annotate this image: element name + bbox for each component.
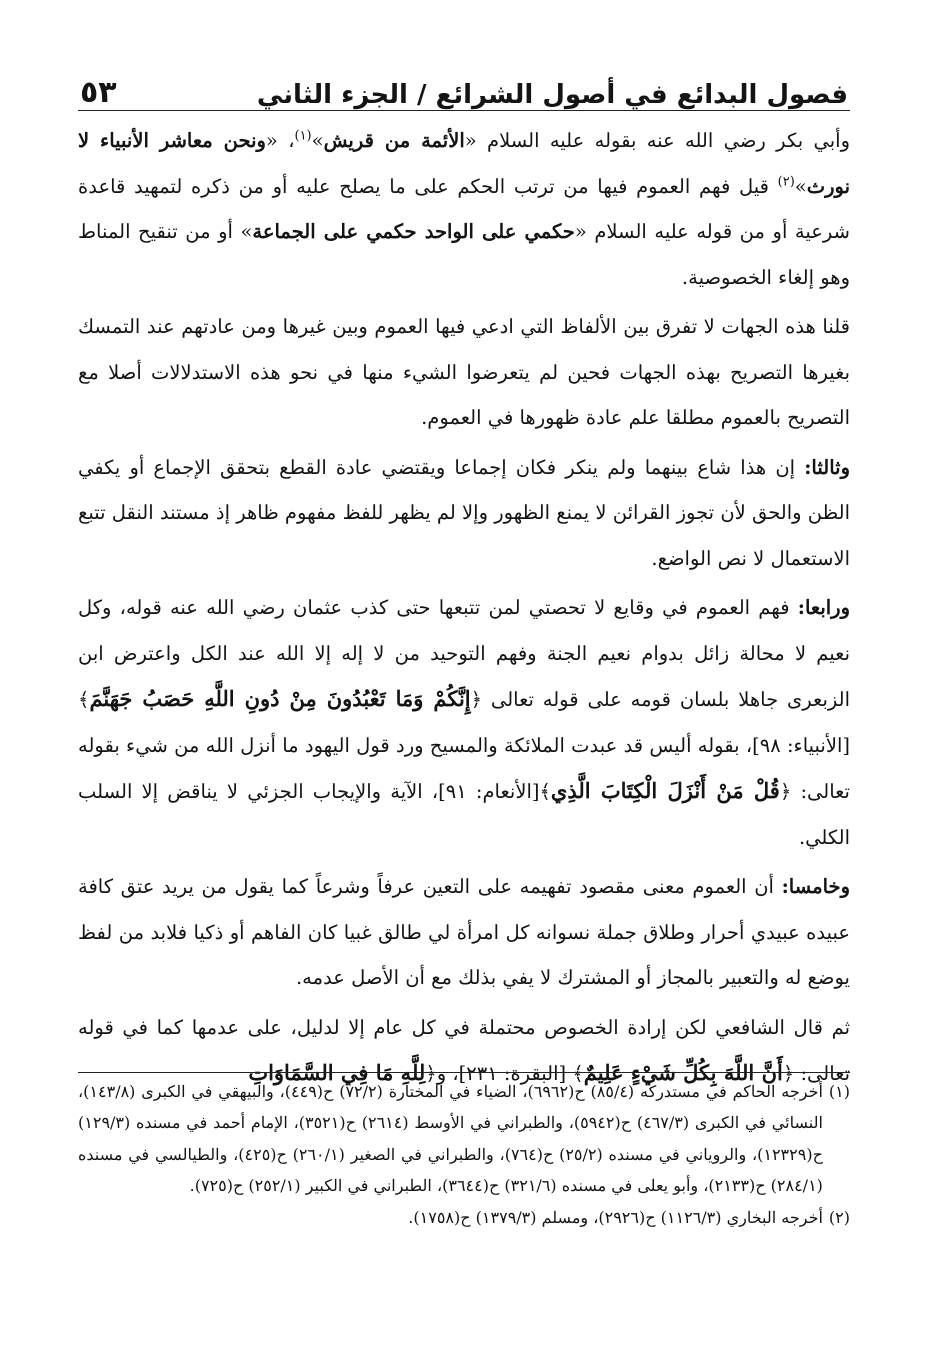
text-run: قيل فهم العموم فيها من ترتب الحكم على ما يصلح عليه أو من ذكره لتمهيد قاعدة شرعية أو من قوله عليه السلام «	[78, 174, 850, 243]
hadith-quote: ونحن معاشر الأنبياء لا نورث	[78, 129, 850, 198]
paragraph-2	[78, 304, 850, 441]
paragraph-1	[78, 118, 850, 300]
text-run: »	[311, 129, 324, 152]
text-run: فهم العموم في وقايع لا تحصتي لمن تتبعها حتى كذب عثمان رضي الله عنه قوله، وكل نعيم لا محالة زائل بدوام نعيم الجنة وفهم التوحيد من لا إله إلا الله عند الكل واعترض ابن الزبعرى جاهلا بلسان قومه على قوله تعالى ﴿	[78, 596, 850, 711]
text-run: » أو من تنقيح المناط وهو إلغاء الخصوصية.	[78, 220, 850, 289]
footnote-reference[interactable]: (١)	[294, 128, 312, 144]
text-run: ، «	[265, 129, 295, 152]
page-header	[80, 58, 848, 108]
running-title: فصول البدائع في أصول الشرائع / الجزء الثاني	[256, 80, 848, 110]
footnote-marker: (٢)	[828, 1207, 850, 1227]
footnote-1	[78, 1076, 850, 1202]
footnotes	[78, 1076, 850, 1233]
header-divider	[78, 110, 850, 111]
text-run: ثم قال الشافعي لكن إرادة الخصوص محتملة في كل عام إلا لدليل، على عدمها كما في قوله تعالى: ﴿	[78, 1015, 850, 1085]
footnote-reference[interactable]: (٢)	[777, 174, 795, 189]
text-run: »	[794, 174, 807, 198]
quran-verse: أَنَّ اللَّهَ بِكُلِّ شَيْءٍ عَلِيمٌ	[583, 1060, 783, 1085]
footnote-text: أخرجه الحاكم في مستدركه (٨٥/٤) ح(٦٩٦٢)، الضياء في المختارة (٧٢/٢) ح(٤٤٩)، والبيهقي في الكبرى (١٤٣/٨)، النسائي في الكبرى (٤٦٧/٣) ح(٥٩٤٢)، والطبراني في الأوسط (٢٦١٤) ح(٣٥٢١)، الإمام أحمد في مسنده (١٢٩/٣) ح(١٢٣٢٩)، والروياني في مسنده (٢٥/٢) ح(٧٦٤)، والطبراني في الصغير (٢٦٠/١) ح(٤٢٥)، والطيالسي في مسنده (٢٨٤/١) ح(٢١٣٣)، وأبو يعلى في مسنده (٣٢١/٦) ح(٣٦٤٤)، الطبراني في الكبير (٢٥٢/١) ح(٧٢٥).	[78, 1082, 823, 1196]
text-run: ﴾ [الأنبياء: ٩٨]، بقوله أليس قد عبدت الملائكة والمسيح ورد قول اليهود ما أنزل الله من شيء بقوله تعالى: ﴿	[78, 688, 850, 803]
point-heading: ورابعا:	[797, 596, 850, 619]
quran-verse: إِنَّكُمْ وَمَا تَعْبُدُونَ مِنْ دُونِ اللَّهِ حَصَبُ جَهَنَّمَ	[89, 686, 471, 711]
text-run: إن هذا شاع بينهما ولم ينكر فكان إجماعا ويقتضي عادة القطع بتحقق الإجماع أو يكفي الظن والحق لأن تجوز القرائن لا يمنع الظهور وإلا لم يظهر للفظ مفهوم ظاهر إذ مستند النقل تتبع الاستعمال لا نص الواضع.	[78, 455, 850, 570]
footnote-2	[78, 1202, 850, 1233]
hadith-quote: حكمي على الواحد حكمي على الجماعة	[252, 220, 575, 243]
point-heading: وخامسا:	[781, 875, 850, 898]
page-number: ٥٣	[80, 75, 117, 110]
text-run: أن العموم معنى مقصود تفهيمه على التعين عرفاً وشرعاً كما يقول من يريد عتق كافة عبيده عبيدي أحرار وطلاق جملة نسوانه كل امرأة لي طالق غبيا كان الفاهم أو ذكيا فلابد من لفظ يوضع له والتعبير بالمجاز أو المشترك لا يفي بذلك مع أن الأصل عدمه.	[78, 875, 850, 989]
text-run: ﴾ [البقرة: ٢٣١]، و﴿	[425, 1062, 584, 1085]
footnote-text: أخرجه البخاري (١١٢٦/٣) ح(٢٩٢٦)، ومسلم (١٣٧٩/٣) ح(١٧٥٨).	[408, 1207, 823, 1227]
quran-verse: قُلْ مَنْ أَنْزَلَ الْكِتَابَ الَّذِي	[550, 778, 780, 803]
main-text	[78, 118, 850, 1101]
text-run: وأبي بكر رضي الله عنه بقوله عليه السلام «	[464, 129, 850, 152]
paragraph-3	[78, 445, 850, 582]
footnote-divider	[78, 1072, 850, 1073]
hadith-quote: الأئمة من قريش	[323, 129, 465, 152]
text-run: ﴾[الأنعام: ٩١]، الآية والإيجاب الجزئي لا يناقض إلا السلب الكلي.	[78, 780, 850, 849]
paragraph-5	[78, 864, 850, 1001]
footnote-marker: (١)	[828, 1082, 850, 1101]
text-run: قلنا هذه الجهات لا تفرق بين الألفاظ التي ادعي فيها العموم وبين غيرها ومن عادتهم عند التمسك بغيرها التصريح بهذه الجهات فحين لم يتعرضوا الشيء منها في نحو هذه الاستدلالات أصلا مع التصريح بالعموم مطلقا علم عادة ظهورها في العموم.	[78, 315, 850, 429]
point-heading: وثالثا:	[804, 455, 850, 479]
quran-verse: لِلَّهِ مَا فِي السَّمَاوَاتِ	[248, 1060, 426, 1085]
paragraph-4	[78, 585, 850, 860]
